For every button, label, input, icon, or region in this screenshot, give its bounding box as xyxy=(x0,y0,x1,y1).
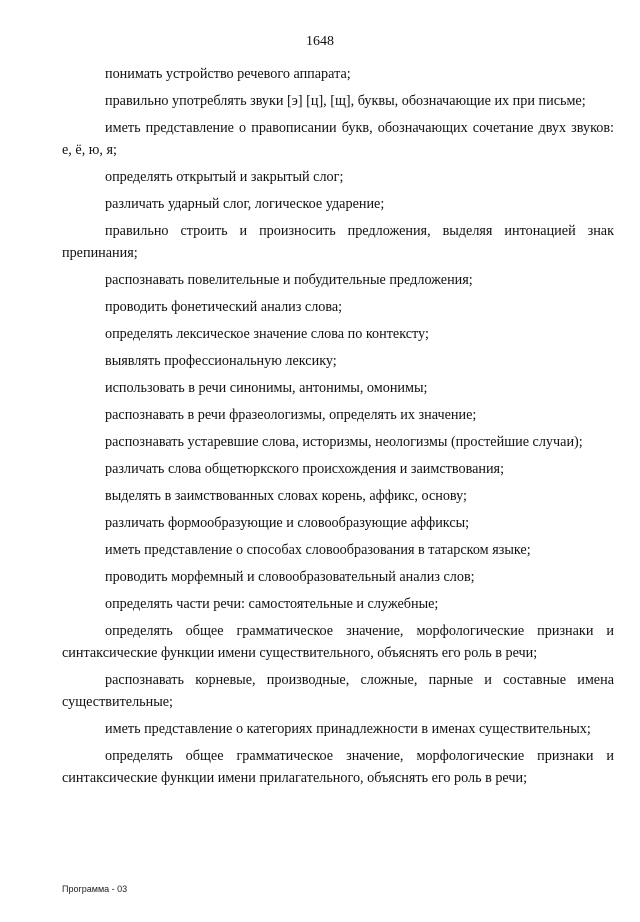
list-item: иметь представление о категориях принадлежности в именах существительных; xyxy=(105,721,591,737)
list-item: определять части речи: самостоятельные и служебные; xyxy=(105,596,439,612)
list-item: различать слова общетюркского происхождения и заимствования; xyxy=(105,461,505,477)
list-item: распознавать в речи фразеологизмы, определять их значение; xyxy=(105,407,477,423)
list-item: выявлять профессиональную лексику; xyxy=(105,353,337,369)
list-item: правильно строить и произносить предложения, выделяя интонацией знак препинания; xyxy=(62,223,614,261)
list-item: проводить морфемный и словообразовательный анализ слов; xyxy=(105,569,475,585)
document-body xyxy=(62,63,614,794)
footer-label: Программа - 03 xyxy=(62,884,128,894)
list-item: выделять в заимствованных словах корень, аффикс, основу; xyxy=(105,488,467,504)
list-item: распознавать повелительные и побудительные предложения; xyxy=(105,272,473,288)
list-item: определять лексическое значение слова по контексту; xyxy=(105,326,429,342)
list-item: использовать в речи синонимы, антонимы, омонимы; xyxy=(105,380,428,396)
list-item: понимать устройство речевого аппарата; xyxy=(105,66,351,82)
list-item: распознавать устаревшие слова, историзмы, неологизмы (простейшие случаи); xyxy=(105,434,583,450)
list-item: определять общее грамматическое значение, морфологические признаки и синтаксические функции имени существительного, объяснять его роль в речи; xyxy=(62,623,614,661)
list-item: различать формообразующие и словообразующие аффиксы; xyxy=(105,515,470,531)
list-item: распознавать корневые, производные, сложные, парные и составные имена существительные; xyxy=(62,672,614,710)
list-item: иметь представление о правописании букв, обозначающих сочетание двух звуков: е, ё, ю, я; xyxy=(62,120,614,158)
list-item: определять открытый и закрытый слог; xyxy=(105,169,344,185)
list-item: проводить фонетический анализ слова; xyxy=(105,299,343,315)
list-item: иметь представление о способах словообразования в татарском языке; xyxy=(105,542,531,558)
list-item: определять общее грамматическое значение, морфологические признаки и синтаксические функции имени прилагательного, объяснять его роль в речи; xyxy=(62,748,614,786)
list-item: правильно употреблять звуки [э] [ц], [щ], буквы, обозначающие их при письме; xyxy=(105,93,586,109)
list-item: различать ударный слог, логическое ударение; xyxy=(105,196,385,212)
page-number: 1648 xyxy=(306,34,334,49)
